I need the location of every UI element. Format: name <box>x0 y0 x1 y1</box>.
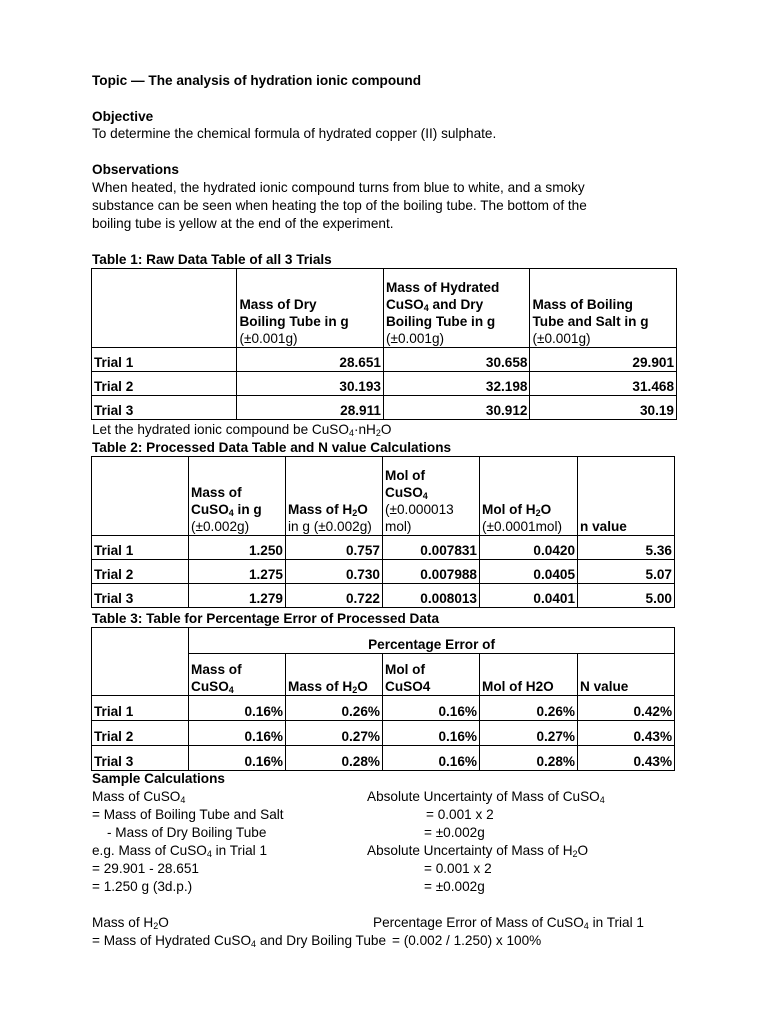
text: O <box>158 915 169 930</box>
subscript: 2 <box>153 921 159 931</box>
table-row <box>92 696 675 721</box>
table1-title: Table 1: Raw Data Table of all 3 Trials <box>92 252 332 267</box>
objective-heading: Objective <box>92 109 154 124</box>
table-cell: 0.27% <box>286 721 383 746</box>
table-cell: 30.658 <box>383 348 530 372</box>
table-cell: 5.00 <box>578 584 675 608</box>
table-cell: 31.468 <box>530 372 677 396</box>
table-cell: 0.16% <box>383 746 480 771</box>
table-cell: 0.27% <box>480 721 578 746</box>
calc-left-line: - Mass of Dry Boiling Tube <box>107 825 267 840</box>
table-cell: 0.008013 <box>383 584 480 608</box>
table-cell: 0.16% <box>189 746 286 771</box>
row-label: Trial 1 <box>92 536 189 560</box>
observations-line-3: boiling tube is yellow at the end of the experiment. <box>92 216 394 231</box>
table3 <box>91 627 675 771</box>
table2-header-mol-cuso4 <box>383 457 480 536</box>
text: in Trial 1 <box>588 915 644 930</box>
row-label: Trial 1 <box>92 696 189 721</box>
table-row <box>92 372 677 396</box>
header-uncertainty: (±0.000013 <box>385 502 454 517</box>
table3-header-mol-cuso4 <box>383 654 480 696</box>
observations-line-1: When heated, the hydrated ionic compound turns from blue to white, and a smoky <box>92 180 585 195</box>
text: Absolute Uncertainty of Mass of H <box>367 843 573 858</box>
header-line: Mass of <box>191 662 242 677</box>
table3-header-mass-cuso4 <box>189 654 286 696</box>
calc-left-line <box>92 842 267 859</box>
header-line: n value <box>580 519 627 534</box>
header-uncertainty: in g (±0.002g) <box>288 519 372 534</box>
header-text: CuSO <box>191 502 229 517</box>
subscript: 4 <box>583 921 589 931</box>
table3-group-header: Percentage Error of <box>189 628 675 654</box>
header-line <box>385 484 477 501</box>
header-line: N value <box>580 679 629 694</box>
text: O <box>380 422 392 437</box>
header-text: Mass of H <box>288 502 353 517</box>
table-cell: 0.007988 <box>383 560 480 584</box>
table3-corner-cell <box>92 628 189 696</box>
table-cell: 0.28% <box>480 746 578 771</box>
calc-left-line: = 1.250 g (3d.p.) <box>92 879 193 894</box>
table-row <box>92 396 677 420</box>
table-cell: 0.43% <box>578 721 675 746</box>
table-cell: 0.16% <box>189 721 286 746</box>
header-line <box>482 501 575 518</box>
row-label: Trial 3 <box>92 746 189 771</box>
topic-heading: Topic — The analysis of hydration ionic compound <box>92 73 422 88</box>
header-line: Mass of Boiling <box>532 297 633 312</box>
table-cell: 28.911 <box>237 396 384 420</box>
subscript: 4 <box>206 849 212 859</box>
row-label: Trial 2 <box>92 721 189 746</box>
row-label: Trial 1 <box>92 348 237 372</box>
calc-right-line: = 0.001 x 2 <box>424 861 492 876</box>
table-cell: 5.36 <box>578 536 675 560</box>
table-row <box>92 584 675 608</box>
let-statement <box>92 421 391 438</box>
header-text: O <box>357 679 368 694</box>
header-line: Boiling Tube in g <box>385 314 496 329</box>
table-cell: 1.250 <box>189 536 286 560</box>
table-row <box>92 348 677 372</box>
header-text: CuSO <box>385 297 424 312</box>
subscript: 4 <box>180 795 186 805</box>
table-cell: 0.757 <box>286 536 383 560</box>
text: Let the hydrated ionic compound be CuSO <box>92 422 349 437</box>
table2 <box>91 456 675 608</box>
row-label: Trial 3 <box>92 396 237 420</box>
table-cell: 30.912 <box>383 396 530 420</box>
table1-header-hydrated <box>383 269 530 348</box>
header-line: Mass of <box>191 485 242 500</box>
text: = Mass of Hydrated CuSO <box>92 933 252 948</box>
text: e.g. Mass of CuSO <box>92 843 207 858</box>
table-cell: 32.198 <box>383 372 530 396</box>
text: O <box>577 843 589 858</box>
table-cell: 29.901 <box>530 348 677 372</box>
observations-heading: Observations <box>92 162 179 177</box>
header-text: Mol of H <box>482 502 536 517</box>
subscript: 2 <box>572 849 578 859</box>
subscript: 2 <box>535 508 541 518</box>
table-cell: 0.0420 <box>480 536 578 560</box>
header-text: in g <box>233 502 262 517</box>
table-cell: 0.722 <box>286 584 383 608</box>
table-cell: 0.16% <box>189 696 286 721</box>
table2-header-row <box>92 457 675 536</box>
calc-left-line: = 29.901 - 28.651 <box>92 861 199 876</box>
header-text: CuSO <box>385 485 423 500</box>
subscript: 4 <box>348 428 354 438</box>
table1 <box>91 268 677 420</box>
header-uncertainty: (±0.001g) <box>239 331 298 346</box>
table2-title: Table 2: Processed Data Table and N value Calculations <box>92 440 452 455</box>
table-cell: 0.0401 <box>480 584 578 608</box>
header-text: and Dry <box>428 297 484 312</box>
observations-line-2: substance can be seen when heating the top of the boiling tube. The bottom of the <box>92 198 587 213</box>
subscript: 2 <box>352 508 358 518</box>
header-line <box>288 678 380 695</box>
text: Mass of CuSO <box>92 789 181 804</box>
table-cell: 28.651 <box>237 348 384 372</box>
header-line: Mol of <box>385 468 426 483</box>
table3-title: Table 3: Table for Percentage Error of Processed Data <box>92 611 440 626</box>
table2-header-mass-cuso4 <box>189 457 286 536</box>
header-line: Mol of <box>385 662 426 677</box>
calc-right-line: = ±0.002g <box>424 825 485 840</box>
table-row <box>92 721 675 746</box>
calc-right-line: = 0.001 x 2 <box>426 807 494 822</box>
header-text: CuSO <box>191 679 229 694</box>
text: Mass of H <box>92 915 154 930</box>
subscript: 4 <box>422 491 428 501</box>
header-uncertainty: (±0.001g) <box>385 331 445 346</box>
header-line: Tube and Salt in g <box>532 314 649 329</box>
header-line: Mass of Dry <box>239 297 317 312</box>
table-cell: 0.16% <box>383 721 480 746</box>
table3-group-header-row <box>92 628 675 654</box>
text: and Dry Boiling Tube <box>256 933 387 948</box>
table2-corner-cell <box>92 457 189 536</box>
table-row <box>92 536 675 560</box>
table3-header-mass-h2o <box>286 654 383 696</box>
table-cell: 1.279 <box>189 584 286 608</box>
table1-corner-cell <box>92 269 237 348</box>
calc-bottom-line <box>92 932 386 949</box>
table-cell: 30.193 <box>237 372 384 396</box>
calc-right-line: = ±0.002g <box>424 879 485 894</box>
table-row <box>92 560 675 584</box>
subscript: 4 <box>228 508 234 518</box>
calc-left-line <box>92 788 185 805</box>
header-text: Mass of H <box>288 679 353 694</box>
table2-header-mol-h2o <box>480 457 578 536</box>
table-cell: 0.43% <box>578 746 675 771</box>
header-text: O <box>540 502 552 517</box>
subscript: 4 <box>251 939 257 949</box>
table-row <box>92 746 675 771</box>
row-label: Trial 2 <box>92 560 189 584</box>
header-line: Boiling Tube in g <box>239 314 349 329</box>
calc-bottom-right-line: = (0.002 / 1.250) x 100% <box>392 933 542 948</box>
header-uncertainty: (±0.001g) <box>532 331 591 346</box>
header-line <box>386 296 528 313</box>
table-cell: 30.19 <box>530 396 677 420</box>
sample-calculations-heading: Sample Calculations <box>92 771 225 786</box>
subscript: 4 <box>228 685 234 695</box>
header-line: Mol of H2O <box>482 679 554 694</box>
table1-header-dry-tube <box>237 269 384 348</box>
table-cell: 0.28% <box>286 746 383 771</box>
calc-bottom-right-line <box>373 914 644 931</box>
table-cell: 0.26% <box>480 696 578 721</box>
header-uncertainty: (±0.002g) <box>191 519 250 534</box>
table2-header-mass-h2o <box>286 457 383 536</box>
header-line: Mass of Hydrated <box>385 280 500 295</box>
table1-header-tube-salt <box>530 269 677 348</box>
header-line <box>191 501 283 518</box>
text: in Trial 1 <box>211 843 268 858</box>
header-text: O <box>357 502 368 517</box>
table-cell: 1.275 <box>189 560 286 584</box>
table-cell: 0.007831 <box>383 536 480 560</box>
header-uncertainty: mol) <box>385 519 412 534</box>
table-cell: 0.26% <box>286 696 383 721</box>
calc-right-line <box>367 788 605 805</box>
row-label: Trial 2 <box>92 372 237 396</box>
objective-text: To determine the chemical formula of hydrated copper (II) sulphate. <box>92 126 497 141</box>
table-cell: 0.16% <box>383 696 480 721</box>
subscript: 4 <box>423 303 429 313</box>
table3-header-n-value <box>578 654 675 696</box>
table-cell: 0.0405 <box>480 560 578 584</box>
table2-header-n-value <box>578 457 675 536</box>
table3-header-mol-h2o <box>480 654 578 696</box>
text: Percentage Error of Mass of CuSO <box>373 915 584 930</box>
subscript: 2 <box>375 428 381 438</box>
row-label: Trial 3 <box>92 584 189 608</box>
calc-bottom-line <box>92 914 169 931</box>
text: ·nH <box>353 422 376 437</box>
header-uncertainty: (±0.0001mol) <box>482 519 562 534</box>
table1-header-row <box>92 269 677 348</box>
header-line <box>191 678 283 695</box>
header-line <box>288 501 380 518</box>
table-cell: 5.07 <box>578 560 675 584</box>
table-cell: 0.730 <box>286 560 383 584</box>
header-line: CuSO4 <box>385 679 431 694</box>
subscript: 2 <box>352 685 358 695</box>
table-cell: 0.42% <box>578 696 675 721</box>
subscript: 4 <box>599 795 605 805</box>
text: Absolute Uncertainty of Mass of CuSO <box>367 789 600 804</box>
calc-right-line <box>367 842 588 859</box>
calc-left-line: = Mass of Boiling Tube and Salt <box>92 807 284 822</box>
